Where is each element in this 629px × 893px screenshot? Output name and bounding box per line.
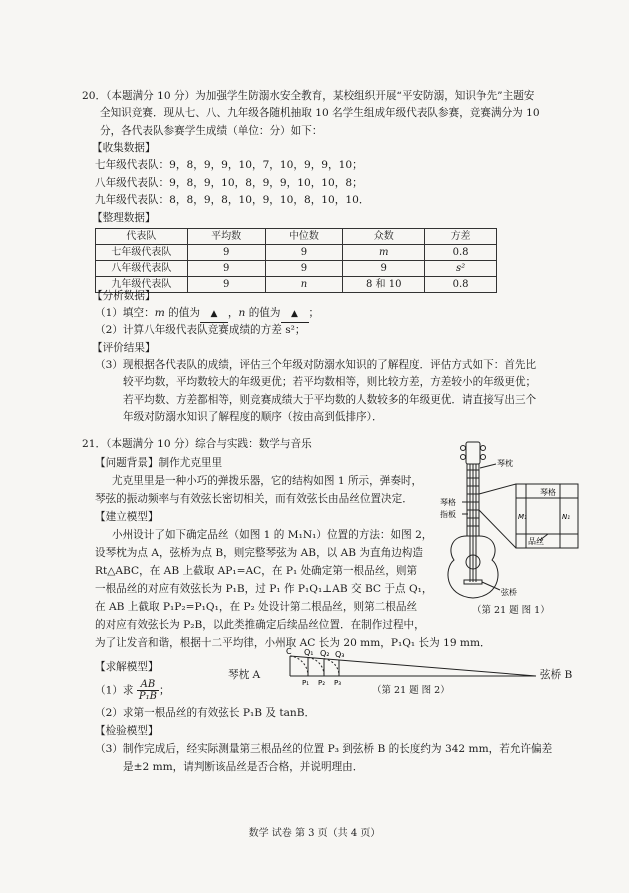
label-q3: Q₃: [335, 650, 345, 659]
analyze-data-title: 【分析数据】: [92, 290, 156, 302]
label-p1: P₁: [302, 679, 310, 686]
label-nut: 琴枕: [497, 459, 513, 468]
label-c: C: [286, 647, 292, 656]
grade8-scores: 八年级代表队：9，8，9，10，8，9，9，10，10，8；: [95, 177, 363, 189]
model-line7: 为了让发音和谐，根据十二平均律，小州取 AC 长为 20 mm，P₁Q₁ 长为 19 mm．: [95, 637, 491, 649]
figure1-caption: （第 21 题 图 1）: [472, 605, 550, 616]
table-cell: 9: [187, 245, 265, 261]
table-cell: 9: [187, 277, 265, 293]
fraction-ab-over-p1b: [137, 679, 159, 702]
figure2-diagram: [236, 646, 556, 686]
table-cell: m: [343, 245, 425, 261]
table-cell: 9: [343, 261, 425, 277]
q20-part3-line3: 若平均数、方差都相等，则竞赛成绩大于平均数的人数较多的年级更优．请直接写出三个: [123, 394, 537, 406]
model-line2: 设琴枕为点 A，弦桥为点 B，则完整琴弦为 AB，以 AB 为直角边构造: [95, 547, 423, 559]
page-footer: 数学 试卷 第 3 页（共 4 页）: [248, 828, 381, 839]
figure2-caption: （第 21 题 图 2）: [372, 685, 450, 696]
label-bridge: 弦桥: [501, 588, 517, 597]
q21-part2: （2）求第一根品丝的有效弦长 P₁B 及 tanB．: [95, 707, 316, 719]
q21-part3-line1: （3）制作完成后，经实际测量第三根品丝的位置 P₃ 到弦桥 B 的长度约为 342 mm，若允许偏差: [95, 743, 553, 755]
model-line6: 的对应有效弦长为 P₂B，以此类推确定后续品丝位置．在制作过程中，: [95, 619, 425, 631]
grade7-scores: 七年级代表队：9，8，9，9，10，7，10，9，9，10；: [95, 159, 363, 171]
table-row: [96, 245, 497, 261]
tuning-peg: [481, 446, 486, 451]
label-bridge-b: 弦桥 B: [540, 669, 573, 681]
table-row: [96, 261, 497, 277]
table-cell: 0.8: [425, 277, 497, 293]
background-title: 【问题背景】制作尤克里里: [95, 457, 223, 469]
answer-blank-m[interactable]: [200, 306, 228, 323]
label-fret-zoom: 琴格: [540, 488, 556, 497]
label-fret-wire: 品丝: [528, 537, 544, 546]
segment-cb: [290, 656, 536, 676]
fraction-denominator: P₁B: [138, 691, 157, 702]
table-header-cell: 平均数: [187, 229, 265, 245]
label-fingerboard: 指板: [440, 510, 456, 519]
q21-heading: 21．（本题满分 10 分）综合与实践：数学与音乐: [82, 438, 312, 450]
q20-part3-line2: 较平均数，平均数较大的年级更优；若平均数相等，则比较方差，方差较小的年级更优；: [123, 376, 537, 388]
table-header-row: [96, 229, 497, 245]
organize-data-title: 【整理数据】: [92, 212, 156, 224]
table-cell: 七年级代表队: [96, 245, 188, 261]
evaluate-result-title: 【评价结果】: [92, 342, 156, 354]
tuning-peg: [461, 446, 466, 451]
table-header-cell: 代表队: [96, 229, 188, 245]
table-cell: 9: [265, 261, 343, 277]
tuning-peg: [481, 455, 486, 460]
background-line2: 琴弦的振动频率与有效弦长密切相关，而有效弦长由品丝位置决定．: [95, 493, 413, 505]
solve-title: 【求解模型】: [95, 661, 159, 673]
table-cell: 八年级代表队: [96, 261, 188, 277]
model-line5: 在 AB 上截取 P₁P₂=P₁Q₁，在 P₂ 处设计第二根品丝，则第二根品丝: [95, 601, 418, 613]
table-cell: s²: [425, 261, 497, 277]
label-q2: Q₂: [320, 649, 330, 658]
part1-sep: ，: [227, 307, 239, 319]
q20-heading: 20．（本题满分 10 分）为加强学生防溺水安全教育，某校组织开展“平安防溺，知识争先”主题安: [82, 90, 535, 102]
part1-prefix: （1）填空：: [95, 307, 155, 319]
answer-blank-n[interactable]: [281, 306, 309, 323]
ukulele-headstock: [466, 442, 480, 464]
model-line3: Rt△ABC，在 AB 上截取 AP₁=AC，在 P₁ 处确定第一根品丝，则第: [95, 565, 418, 577]
table-cell: 九年级代表队: [96, 277, 188, 293]
label-fret: 琴格: [440, 498, 456, 507]
table-header-cell: 众数: [343, 229, 425, 245]
model-line4: 一根品丝的对应有效弦长为 P₁B，过 P₁ 作 P₁Q₁⊥AB 交 BC 于点 Q₁，: [95, 583, 433, 595]
var-m: m: [154, 307, 165, 319]
triangle-icon: ▲: [210, 309, 218, 319]
part1-end: ；: [159, 684, 170, 697]
figure1-ukulele: [440, 440, 590, 610]
model-line1: 小州设计了如下确定品丝（如图 1 的 M₁N₁）位置的方法：如图 2，: [112, 529, 433, 541]
q21-part1: [95, 679, 170, 702]
triangle-icon: ▲: [291, 309, 298, 319]
table-cell: 0.8: [425, 245, 497, 261]
check-title: 【检验模型】: [95, 725, 159, 737]
part1-text-m: 的值为: [164, 307, 200, 319]
label-m1: M₁: [518, 513, 527, 521]
table-cell: 8 和 10: [343, 277, 425, 293]
part1-label: （1）求: [95, 684, 134, 697]
grade9-scores: 九年级代表队：8，8，9，8，10，9，10，8，10，10．: [95, 194, 370, 206]
table-header-cell: 中位数: [265, 229, 343, 245]
label-p2: P₂: [318, 679, 326, 686]
var-n: n: [238, 307, 246, 319]
model-title: 【建立模型】: [95, 511, 159, 523]
statistics-table: [95, 228, 497, 293]
q20-text-line3: 分，各代表队参赛学生成绩（单位：分）如下：: [100, 125, 323, 137]
table-cell: 9: [187, 261, 265, 277]
collect-data-title: 【收集数据】: [92, 142, 156, 154]
label-n1: N₁: [562, 513, 571, 521]
table-cell: n: [265, 277, 343, 293]
q20-text-line2: 全知识竞赛．现从七、八、九年级各随机抽取 10 名学生组成年级代表队参赛，竞赛满分为 10: [100, 107, 540, 119]
background-line1: 尤克里里是一种小巧的弹拨乐器，它的结构如图 1 所示，弹奏时，: [112, 475, 423, 487]
table-header-cell: 方差: [425, 229, 497, 245]
label-q1: Q₁: [304, 648, 314, 657]
label-nut-a: 琴枕 A: [228, 669, 261, 681]
tuning-peg: [461, 455, 466, 460]
part1-text-n: 的值为: [245, 307, 281, 319]
q20-part2: （2）计算八年级代表队竞赛成绩的方差 s²；: [95, 324, 306, 336]
q20-part3-line4: 年级对防溺水知识了解程度的顺序（按由高到低排序）．: [123, 411, 383, 423]
q21-part3-line2: 是±2 mm，请判断该品丝是否合格，并说明理由．: [123, 761, 364, 773]
fraction-numerator: AB: [137, 679, 159, 691]
q20-part3-line1: （3）现根据各代表队的成绩，评估三个年级对防溺水知识的了解程度．评估方式如下：首先比: [95, 359, 537, 371]
label-p3: P₃: [334, 679, 342, 686]
q20-part1: [95, 306, 319, 323]
table-cell: 9: [265, 245, 343, 261]
part1-end: ；: [308, 307, 320, 319]
